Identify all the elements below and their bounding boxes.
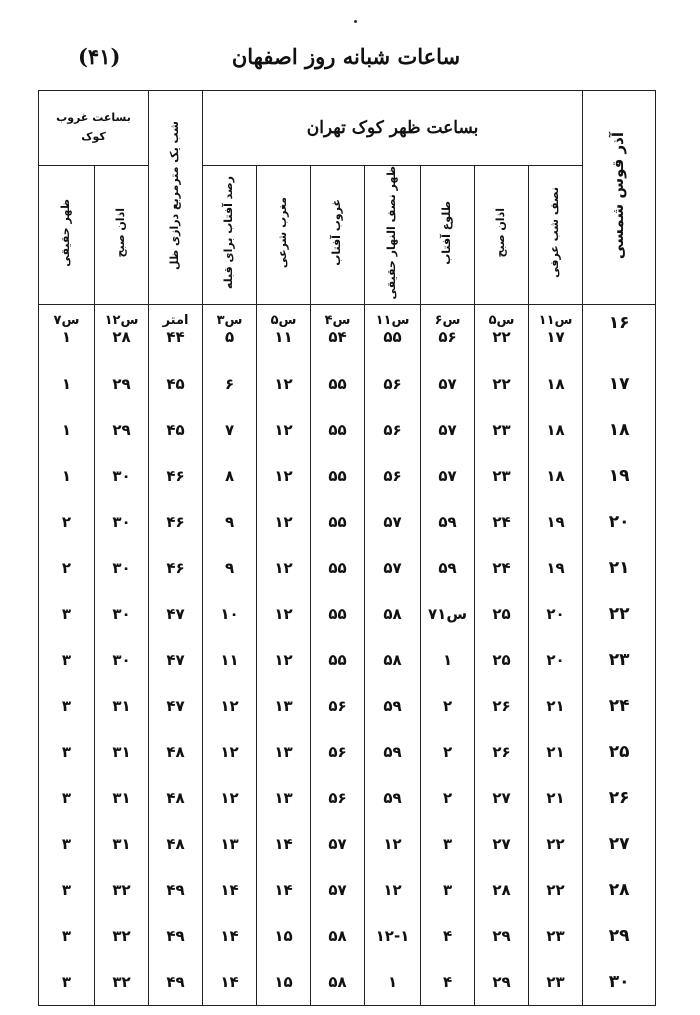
cell-ghorub: ۵۵ (311, 545, 365, 591)
cell-azan-sobh: ۲۹ (475, 959, 529, 1006)
cell-value: ۵۴ (328, 327, 347, 346)
cell-azan-sobh-ghorub: ۳۰ (95, 545, 149, 591)
cell-nesf-shab: ۱۹ (529, 545, 583, 591)
unit-label: ۱۱س (538, 312, 573, 328)
table-row (39, 407, 656, 453)
cell-rasad: ۱۰ (203, 591, 257, 637)
cell-day: ۱۶ (583, 304, 656, 361)
cell-rasad: ۱۴ (203, 913, 257, 959)
cell-nesf-shab: ۱۹ (529, 499, 583, 545)
table-row (39, 499, 656, 545)
cell-azan-sobh: ۲۶ (475, 683, 529, 729)
cell-shab: ۴۶ (149, 499, 203, 545)
cell-shab: ۴۷ (149, 683, 203, 729)
cell-shab: ۴۸ (149, 775, 203, 821)
col-header-qibla (203, 166, 257, 305)
cell-shab: ۴۵ (149, 407, 203, 453)
cell-day: ۲۹ (583, 913, 656, 959)
cell-rasad: ۸ (203, 453, 257, 499)
cell-tolu: ۴ (421, 959, 475, 1006)
col-label-maghreb: مغرب شرعی (276, 197, 290, 269)
cell-rasad: ۱۲ (203, 729, 257, 775)
cell-shab: ۴۸ (149, 729, 203, 775)
unit-label: ۱۱س (375, 312, 410, 328)
cell-zohr: ۱ (365, 959, 421, 1006)
table-row (39, 729, 656, 775)
cell-azan-sobh-ghorub: ۳۰ (95, 591, 149, 637)
cell-zohr-ghorub: ۳ (39, 775, 95, 821)
cell-ghorub: ۵۵ (311, 453, 365, 499)
cell-zohr-ghorub: ۳ (39, 913, 95, 959)
cell-tolu: ۵۹ (421, 545, 475, 591)
cell-maghreb: ۱۲ (257, 545, 311, 591)
col-header-night-shadow (149, 91, 203, 305)
cell-azan-sobh-ghorub (95, 304, 149, 361)
page-number: (۴۱) (78, 44, 121, 69)
table-row (39, 867, 656, 913)
table-row (39, 775, 656, 821)
unit-label: ۵س (488, 312, 515, 328)
cell-rasad: ۱۳ (203, 821, 257, 867)
col-label-qibla: رصد آفتاب برای قبله (222, 176, 236, 290)
cell-azan-sobh-ghorub: ۳۲ (95, 913, 149, 959)
col-label-zohr-sunset: ظهر حقیقی (59, 198, 73, 267)
cell-value: ۱۱ (274, 327, 293, 346)
cell-zohr: ۱۲-۱ (365, 913, 421, 959)
cell-day: ۲۲ (583, 591, 656, 637)
cell-azan-sobh-ghorub: ۳۱ (95, 729, 149, 775)
cell-zohr-ghorub: ۱ (39, 407, 95, 453)
table-row (39, 304, 656, 361)
cell-maghreb (257, 304, 311, 361)
sunset-clock-group-header (39, 91, 149, 166)
cell-azan-sobh (475, 304, 529, 361)
cell-tolu: ۵۹ (421, 499, 475, 545)
cell-zohr: ۵۷ (365, 545, 421, 591)
cell-zohr-ghorub: ۱ (39, 453, 95, 499)
cell-azan-sobh-ghorub: ۳۱ (95, 683, 149, 729)
col-header-maghreb (257, 166, 311, 305)
col-label-noon: ظهر نصف النهار حقیقی (385, 166, 399, 300)
col-header-azan-sunset (95, 166, 149, 305)
cell-rasad: ۶ (203, 361, 257, 407)
cell-tolu (421, 304, 475, 361)
cell-nesf-shab: ۲۱ (529, 729, 583, 775)
ink-speck (354, 20, 357, 23)
col-label-azan-sunset: اذان صبح (114, 208, 128, 258)
cell-shab: ۴۷ (149, 591, 203, 637)
cell-zohr (365, 304, 421, 361)
cell-zohr: ۵۸ (365, 637, 421, 683)
cell-shab: ۴۹ (149, 959, 203, 1006)
unit-label: ۱۲س (104, 312, 139, 328)
cell-azan-sobh-ghorub: ۳۰ (95, 453, 149, 499)
cell-maghreb: ۱۳ (257, 729, 311, 775)
cell-value: ۴۴ (166, 327, 185, 346)
col-header-sunset (311, 166, 365, 305)
cell-tolu: ۳ (421, 867, 475, 913)
cell-zohr-ghorub: ۳ (39, 729, 95, 775)
cell-tolu: ۵۷ (421, 361, 475, 407)
cell-shab: ۴۹ (149, 913, 203, 959)
unit-label: ۶س (434, 312, 461, 328)
sunset-group-line1: بساعت غروب (56, 111, 131, 125)
cell-maghreb: ۱۲ (257, 361, 311, 407)
cell-tolu: ۵۷ (421, 453, 475, 499)
cell-azan-sobh-ghorub: ۳۰ (95, 499, 149, 545)
cell-tolu: ۲ (421, 683, 475, 729)
cell-nesf-shab: ۲۳ (529, 959, 583, 1006)
cell-nesf-shab: ۲۲ (529, 867, 583, 913)
cell-zohr: ۵۹ (365, 683, 421, 729)
cell-nesf-shab: ۲۰ (529, 591, 583, 637)
cell-zohr-ghorub: ۳ (39, 821, 95, 867)
cell-maghreb: ۱۲ (257, 637, 311, 683)
col-header-zohr-sunset (39, 166, 95, 305)
cell-rasad: ۹ (203, 545, 257, 591)
cell-nesf-shab: ۲۱ (529, 775, 583, 821)
cell-azan-sobh: ۲۷ (475, 775, 529, 821)
cell-zohr: ۵۶ (365, 453, 421, 499)
table-row (39, 361, 656, 407)
cell-tolu: ۲ (421, 775, 475, 821)
cell-nesf-shab: ۲۱ (529, 683, 583, 729)
cell-nesf-shab: ۱۸ (529, 361, 583, 407)
cell-day: ۲۳ (583, 637, 656, 683)
table-row (39, 591, 656, 637)
cell-azan-sobh: ۲۵ (475, 591, 529, 637)
cell-ghorub: ۵۸ (311, 959, 365, 1006)
unit-label: ۷س (53, 312, 80, 328)
cell-azan-sobh: ۲۴ (475, 545, 529, 591)
cell-azan-sobh-ghorub: ۳۲ (95, 959, 149, 1006)
cell-day: ۲۷ (583, 821, 656, 867)
table-row (39, 453, 656, 499)
cell-azan-sobh-ghorub: ۳۱ (95, 821, 149, 867)
cell-maghreb: ۱۵ (257, 913, 311, 959)
cell-rasad: ۷ (203, 407, 257, 453)
cell-shab (149, 304, 203, 361)
cell-maghreb: ۱۲ (257, 499, 311, 545)
cell-shab: ۴۵ (149, 361, 203, 407)
col-header-day (583, 91, 656, 305)
cell-day: ۱۹ (583, 453, 656, 499)
cell-day: ۲۱ (583, 545, 656, 591)
cell-day: ۲۵ (583, 729, 656, 775)
cell-day: ۲۴ (583, 683, 656, 729)
cell-day: ۲۸ (583, 867, 656, 913)
col-label-sunset: غروب آفتاب (330, 199, 344, 267)
col-label-midnight: نصف شب عرفی (548, 187, 562, 279)
cell-ghorub: ۵۵ (311, 637, 365, 683)
col-label-night-shadow: شب یک مترمربع درازی ظل (168, 120, 182, 270)
cell-maghreb: ۱۲ (257, 591, 311, 637)
cell-azan-sobh: ۲۴ (475, 499, 529, 545)
table-row (39, 913, 656, 959)
cell-zohr-ghorub: ۲ (39, 545, 95, 591)
cell-maghreb: ۱۵ (257, 959, 311, 1006)
cell-rasad (203, 304, 257, 361)
cell-day: ۲۰ (583, 499, 656, 545)
table-row (39, 959, 656, 1006)
cell-zohr: ۱۲ (365, 867, 421, 913)
header-row-1 (39, 91, 656, 166)
cell-value: ۲۲ (492, 327, 511, 346)
cell-tolu: ۱ (421, 637, 475, 683)
cell-azan-sobh-ghorub: ۲۹ (95, 407, 149, 453)
cell-ghorub: ۵۵ (311, 361, 365, 407)
cell-ghorub: ۵۷ (311, 867, 365, 913)
table-row (39, 545, 656, 591)
cell-day: ۱۸ (583, 407, 656, 453)
cell-ghorub: ۵۶ (311, 775, 365, 821)
cell-zohr-ghorub: ۳ (39, 959, 95, 1006)
col-label-azan: اذان صبح (494, 208, 508, 258)
cell-rasad: ۱۴ (203, 959, 257, 1006)
cell-maghreb: ۱۳ (257, 683, 311, 729)
cell-zohr: ۵۷ (365, 499, 421, 545)
cell-zohr: ۱۲ (365, 821, 421, 867)
cell-zohr-ghorub: ۲ (39, 499, 95, 545)
unit-label: ۳س (216, 312, 243, 328)
cell-rasad: ۱۲ (203, 683, 257, 729)
cell-tolu: ۴ (421, 913, 475, 959)
cell-value: ۵۶ (438, 327, 457, 346)
cell-ghorub (311, 304, 365, 361)
cell-ghorub: ۵۵ (311, 407, 365, 453)
cell-shab: ۴۸ (149, 821, 203, 867)
cell-maghreb: ۱۴ (257, 867, 311, 913)
table-body (39, 304, 656, 1005)
cell-azan-sobh-ghorub: ۲۹ (95, 361, 149, 407)
table-row (39, 637, 656, 683)
cell-nesf-shab: ۲۳ (529, 913, 583, 959)
cell-ghorub: ۵۸ (311, 913, 365, 959)
cell-ghorub: ۵۷ (311, 821, 365, 867)
cell-day: ۱۷ (583, 361, 656, 407)
cell-rasad: ۱۱ (203, 637, 257, 683)
cell-day: ۲۶ (583, 775, 656, 821)
cell-azan-sobh-ghorub: ۳۱ (95, 775, 149, 821)
page-title: ساعات شبانه روز اصفهان (231, 44, 461, 69)
cell-maghreb: ۱۲ (257, 407, 311, 453)
cell-azan-sobh: ۲۲ (475, 361, 529, 407)
cell-azan-sobh-ghorub: ۳۲ (95, 867, 149, 913)
col-header-sunrise (421, 166, 475, 305)
cell-maghreb: ۱۳ (257, 775, 311, 821)
cell-rasad: ۱۲ (203, 775, 257, 821)
cell-nesf-shab: ۱۸ (529, 407, 583, 453)
cell-zohr-ghorub: ۱ (39, 361, 95, 407)
cell-azan-sobh: ۲۶ (475, 729, 529, 775)
cell-azan-sobh: ۲۷ (475, 821, 529, 867)
cell-nesf-shab: ۲۲ (529, 821, 583, 867)
cell-zohr: ۵۹ (365, 729, 421, 775)
cell-shab: ۴۶ (149, 545, 203, 591)
cell-tolu: ۵۷ (421, 407, 475, 453)
col-header-noon (365, 166, 421, 305)
cell-zohr: ۵۹ (365, 775, 421, 821)
col-header-azan (475, 166, 529, 305)
cell-zohr: ۵۶ (365, 361, 421, 407)
cell-zohr: ۵۸ (365, 591, 421, 637)
unit-label: ۵س (270, 312, 297, 328)
unit-label: امتر (162, 312, 189, 328)
cell-ghorub: ۵۶ (311, 683, 365, 729)
cell-azan-sobh: ۲۳ (475, 453, 529, 499)
cell-zohr-ghorub: ۳ (39, 591, 95, 637)
cell-day: ۳۰ (583, 959, 656, 1006)
cell-tolu: ۳ (421, 821, 475, 867)
cell-azan-sobh-ghorub: ۳۰ (95, 637, 149, 683)
cell-maghreb: ۱۲ (257, 453, 311, 499)
cell-zohr-ghorub: ۳ (39, 867, 95, 913)
table-row (39, 683, 656, 729)
tehran-group-label: بساعت ظهر کوک تهران (306, 118, 479, 138)
cell-value: ۱ (61, 327, 72, 346)
cell-ghorub: ۵۵ (311, 499, 365, 545)
cell-value: ۱۷ (546, 327, 565, 346)
cell-zohr-ghorub: ۳ (39, 683, 95, 729)
cell-azan-sobh: ۲۸ (475, 867, 529, 913)
cell-shab: ۴۶ (149, 453, 203, 499)
header-row-2 (39, 166, 656, 305)
cell-value: ۵ (224, 327, 235, 346)
cell-nesf-shab (529, 304, 583, 361)
cell-maghreb: ۱۴ (257, 821, 311, 867)
cell-azan-sobh: ۲۹ (475, 913, 529, 959)
cell-zohr-ghorub: ۳ (39, 637, 95, 683)
cell-tolu: ۲ (421, 729, 475, 775)
cell-shab: ۴۷ (149, 637, 203, 683)
cell-shab: ۴۹ (149, 867, 203, 913)
cell-azan-sobh: ۲۳ (475, 407, 529, 453)
col-header-midnight (529, 166, 583, 305)
unit-label: ۴س (324, 312, 351, 328)
tehran-clock-group-header (203, 91, 583, 166)
prayer-times-table (38, 90, 656, 1006)
cell-zohr: ۵۶ (365, 407, 421, 453)
cell-tolu: ۷س۱ (421, 591, 475, 637)
cell-azan-sobh: ۲۵ (475, 637, 529, 683)
sunset-group-line2: کوک (81, 130, 106, 143)
table-row (39, 821, 656, 867)
cell-value: ۵۵ (383, 327, 402, 346)
cell-nesf-shab: ۲۰ (529, 637, 583, 683)
cell-zohr-ghorub (39, 304, 95, 361)
col-label-sunrise: طلوع آفتاب (440, 200, 454, 265)
cell-rasad: ۱۴ (203, 867, 257, 913)
cell-value: ۲۸ (112, 327, 131, 346)
cell-ghorub: ۵۶ (311, 729, 365, 775)
cell-nesf-shab: ۱۸ (529, 453, 583, 499)
col-label-day: آذر قوس شمسی (609, 131, 628, 259)
cell-rasad: ۹ (203, 499, 257, 545)
cell-ghorub: ۵۵ (311, 591, 365, 637)
